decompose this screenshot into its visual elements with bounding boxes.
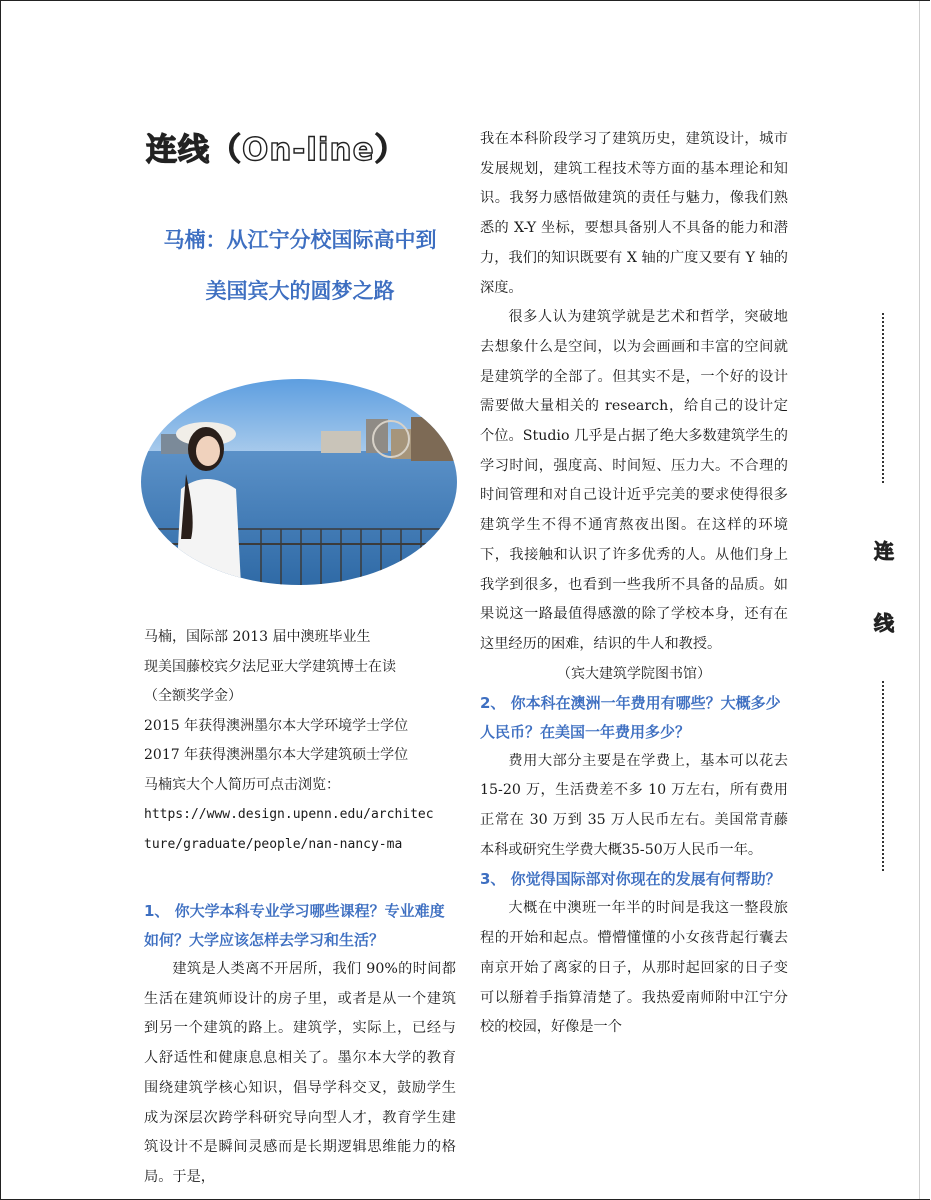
page-edge	[919, 1, 930, 1199]
profile-link[interactable]: https://www.design.upenn.edu/architec	[144, 807, 434, 822]
question-2: 2、 你本科在澳洲一年费用有哪些？大概多少人民币？在美国一年费用多少？	[480, 693, 781, 741]
question-1: 1、 你大学本科专业学习哪些课程？专业难度如何？大学应该怎样去学习和生活？	[144, 902, 445, 949]
answer-1-continued: 我在本科阶段学习了建筑历史，建筑设计，城市发展规划，建筑工程技术等方面的基本理论和知识。我努力感悟做建筑的责任与魅力，像我们熟悉的 X-Y 坐标，要想具备别人不具备的能力和潜力，我们的知识既要有 X 轴的广度又要有 Y 轴的深度。	[480, 131, 788, 296]
profile-line: 2017 年获得澳洲墨尔本大学建筑硕士学位	[144, 747, 409, 763]
answer-2: 费用大部分主要是在学费上，基本可以花去 15-20 万，生活费差不多 10 万左右，所有费用正常在 30 万到 35 万人民币左右。美国常青藤本科或研究生学费大概35-50万人民币一年。	[480, 752, 788, 858]
side-dotted-line-top	[882, 313, 886, 483]
headline-line-2: 美国宾大的圆梦之路	[205, 279, 395, 303]
answer-3: 大概在中澳班一年半的时间是我这一整段旅程的开始和起点。懵懵懂懂的小女孩背起行囊去南京开始了离家的日子，从那时起回家的日子变可以掰着手指算清楚了。我热爱南师附中江宁分校的校园，好像是一个	[480, 900, 788, 1036]
article-headline	[144, 215, 456, 317]
profile-line: 现美国藤校宾夕法尼亚大学建筑博士在读	[144, 658, 396, 675]
photo-caption: （宾大建筑学院图书馆）	[557, 665, 711, 682]
side-label-char: 线	[874, 611, 894, 635]
author-profile	[144, 623, 456, 859]
portrait-photo-image	[141, 379, 457, 585]
headline-line-1: 马楠：从江宁分校国际高中到	[163, 228, 437, 252]
side-dotted-line-bottom	[882, 681, 886, 871]
side-label-1	[869, 535, 899, 564]
profile-line: （全额奖学金）	[144, 688, 242, 704]
answer-1: 建筑是人类离不开居所，我们 90%的时间都生活在建筑师设计的房子里，或者是从一个建筑到另一个建筑的路上。建筑学，实际上，已经与人舒适性和健康息息相关了。墨尔本大学的教育围绕建筑学核心知识，倡导学科交叉，鼓励学生成为深层次跨学科研究导向型人才，教育学生建筑设计不是瞬间灵感而是长期逻辑思维能力的格局。于是，	[144, 961, 456, 1185]
profile-line: 马楠宾大个人简历可点击浏览：	[144, 776, 340, 793]
profile-line: 马楠，国际部 2013 届中澳班毕业生	[144, 629, 371, 645]
portrait-photo	[141, 379, 457, 585]
side-label-char: 连	[874, 539, 894, 563]
answer-1-paragraph-2: 很多人认为建筑学就是艺术和哲学，突破地去想象什么是空间，以为会画画和丰富的空间就是建筑学的全部了。但其实不是，一个好的设计需要做大量相关的 research，给自己的设计定个位。Studio 几乎是占据了绝大多数建筑学生的学习时间，强度高、时间短、压力大。不合理的时间管理和对自己设计近乎完美的要求使得很多建筑学生不得不通宵熬夜出图。在这样的环境下，我接触和认识了许多优秀的人。从他们身上我学到很多，也看到一些我所不具备的品质。如果说这一路最值得感激的除了学校本身，还有在这里经历的困难，结识的牛人和教授。	[480, 309, 788, 652]
right-column	[480, 125, 788, 1043]
profile-link[interactable]: ture/graduate/people/nan-nancy-ma	[144, 836, 403, 852]
profile-line: 2015 年获得澳洲墨尔本大学环境学士学位	[144, 717, 409, 734]
question-3: 3、 你觉得国际部对你现在的发展有何帮助？	[480, 870, 781, 889]
side-label-2	[869, 607, 899, 636]
left-column	[144, 116, 456, 1193]
section-title: 连线（On-line）	[146, 132, 407, 168]
